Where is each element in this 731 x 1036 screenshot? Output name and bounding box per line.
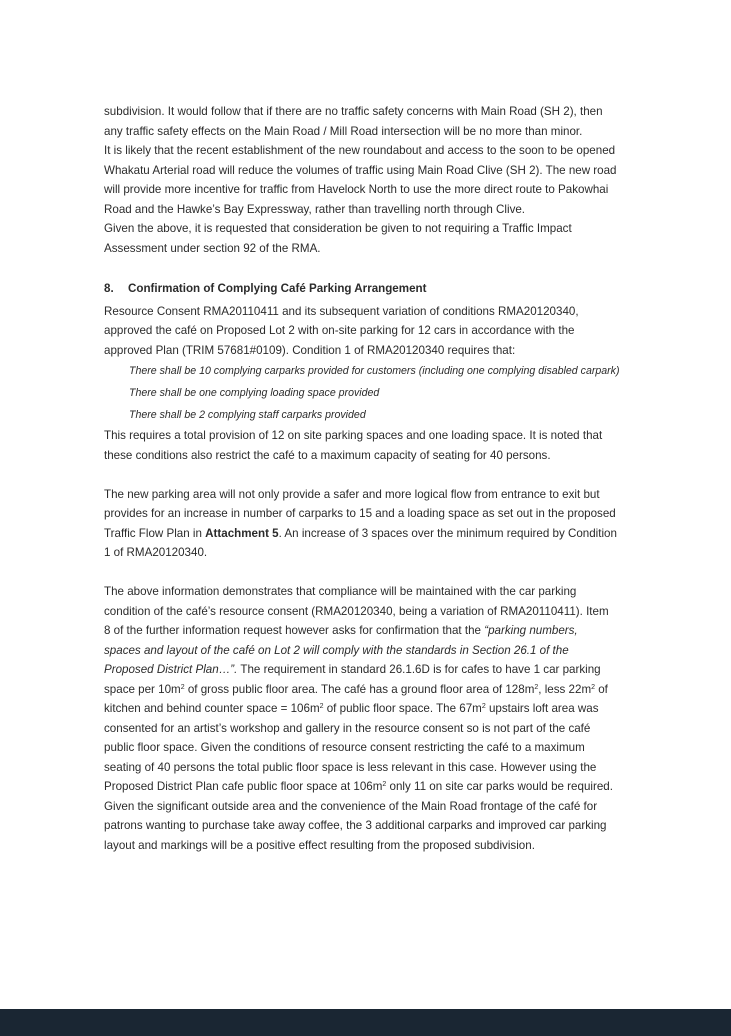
text-span: of [595,682,608,696]
text-line: seating of 40 persons the total public floor space is less relevant in this case. However using the [104,760,597,774]
text-line: condition of the café’s resource consent (RMA20120340, being a variation of RMA20110411). Item [104,604,609,618]
text-span: . An increase of 3 spaces over the minimum required by Condition [278,526,617,540]
text-span: space per 10m [104,682,181,696]
text-line: Resource Consent RMA20110411 and its subsequent variation of conditions RMA20120340, [104,304,579,318]
footer-bar [0,1009,731,1036]
text-line [104,524,649,544]
text-line [104,777,649,797]
text-line: Given the significant outside area and the convenience of the Main Road frontage of the café for [104,799,598,813]
quote-line: There shall be 10 complying carparks provided for customers (including one complying disabled carpark) [129,365,620,377]
section-title: Confirmation of Complying Café Parking Arrangement [128,282,427,295]
text-line: The above information demonstrates that compliance will be maintained with the car parking [104,585,577,598]
quote-line: There shall be one complying loading space provided [129,387,380,399]
text-line: these conditions also restrict the café to a maximum capacity of seating for 40 persons. [104,448,551,462]
text-line: provides for an increase in number of carparks to 15 and a loading space as set out in the proposed [104,507,616,520]
intro-paragraph [104,102,649,258]
superscript: 2 [319,703,324,710]
superscript: 2 [180,683,185,691]
quoted-text: “parking numbers, [484,624,578,637]
text-span: kitchen and behind counter space = 106m [104,702,320,715]
text-line: This requires a total provision of 12 on site parking spaces and one loading space. It is noted that [104,429,603,442]
text-line: consented for an artist’s workshop and gallery in the resource consent so is not part of the café [104,721,591,735]
text-line: Assessment under section 92 of the RMA. [104,241,321,255]
text-span: Traffic Flow Plan in [104,526,206,540]
text-line: public floor space. Given the conditions of resource consent restricting the café to a maximum [104,741,585,754]
text-line [104,621,649,641]
text-line: approved Plan (TRIM 57681#0109). Condition 1 of RMA20120340 requires that: [104,343,516,357]
text-span: Proposed District Plan cafe public floor space at 106m [104,780,383,793]
text-line: Whakatu Arterial road will reduce the volumes of traffic using Main Road Clive (SH 2). The new road [104,163,617,177]
paragraph-new-parking [104,485,649,563]
text-span: of public floor space. The 67m [323,702,482,715]
text-line: any traffic safety effects on the Main Road / Mill Road intersection will be no more than minor. [104,124,583,138]
superscript: 2 [382,781,387,788]
attachment-reference: Attachment 5 [205,526,279,540]
quote-line: There shall be 2 complying staff carparks provided [129,409,366,421]
text-line [104,660,649,680]
section-heading [104,279,649,299]
text-span: 8 of the further information request however asks for confirmation that the [104,624,485,637]
text-line: patrons wanting to purchase take away coffee, the 3 additional carparks and improved car parking [104,819,607,832]
text-line: will provide more incentive for traffic from Havelock North to use the more direct route to Pakowhai [104,183,609,196]
paragraph-compliance [104,582,649,855]
section-number: 8. [104,282,114,295]
quoted-text: spaces and layout of the café on Lot 2 will comply with the standards in Section 26.1 of the [104,643,569,657]
paragraph-consent [104,302,649,361]
text-line: subdivision. It would follow that if there are no traffic safety concerns with Main Road (SH 2), then [104,105,603,118]
superscript: 2 [591,683,596,691]
superscript: 2 [534,683,539,691]
text-line: The new parking area will not only provide a safer and more logical flow from entrance to exit but [104,487,600,501]
text-line [104,641,649,661]
paragraph-total [104,426,649,465]
text-line [104,680,649,700]
text-line: Road and the Hawke’s Bay Expressway, rather than travelling north through Clive. [104,202,526,216]
text-line [104,699,649,719]
quoted-text: Proposed District Plan…”. [104,663,238,676]
text-line: It is likely that the recent establishment of the new roundabout and access to the soon to be opened [104,144,616,157]
text-span: of gross public floor area. The café has a ground floor area of 128m [184,682,535,696]
text-line: approved the café on Proposed Lot 2 with on-site parking for 12 cars in accordance with the [104,324,575,337]
text-span: , less 22m [538,682,592,696]
text-span: The requirement in standard 26.1.6D is for cafes to have 1 car parking [237,663,601,676]
text-span: only 11 on site car parks would be required. [386,780,613,793]
superscript: 2 [481,703,486,710]
condition-quotes [104,360,649,426]
document-body [104,102,649,855]
text-line: Given the above, it is requested that consideration be given to not requiring a Traffic Impact [104,222,572,235]
text-line: 1 of RMA20120340. [104,546,208,559]
text-line: layout and markings will be a positive effect resulting from the proposed subdivision. [104,838,535,852]
text-span: upstairs loft area was [485,702,599,715]
